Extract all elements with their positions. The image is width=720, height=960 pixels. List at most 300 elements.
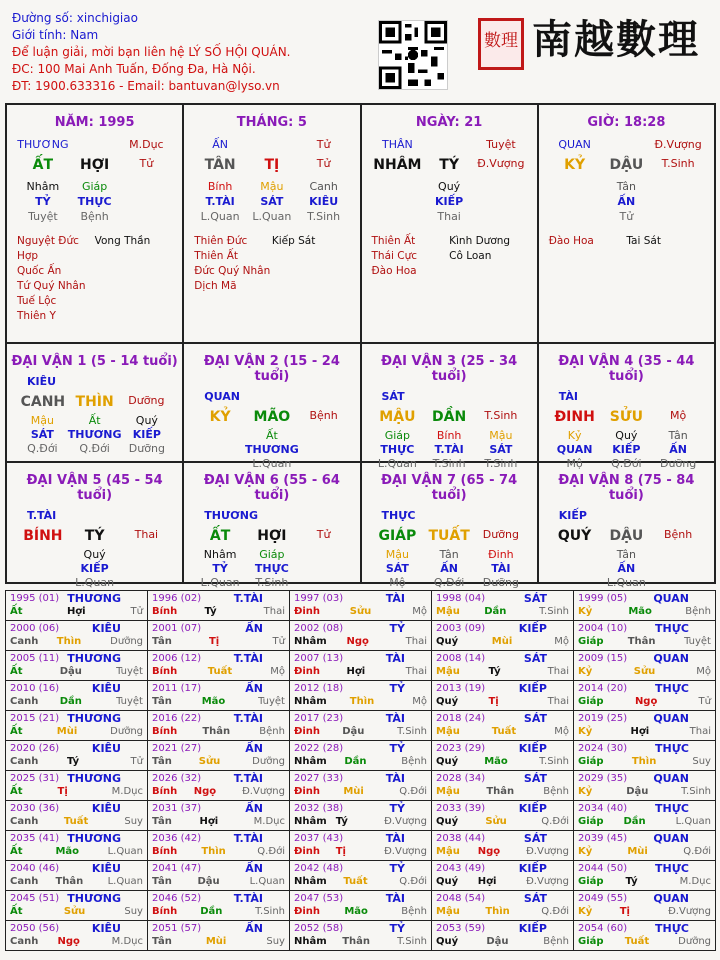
- year-star: KIẾP: [518, 622, 547, 635]
- year-branch: Thân: [627, 636, 656, 647]
- year-stem: Bính: [152, 846, 178, 857]
- year-stem: Giáp: [578, 696, 604, 707]
- pillar-main-part: NHÂM: [373, 157, 422, 173]
- year-phase: Đ.Vượng: [384, 816, 427, 827]
- year-phase: Tuyệt: [116, 666, 143, 677]
- year-cell: [574, 621, 716, 651]
- year-branch: Mão: [628, 606, 652, 617]
- year-cell-bottom: [294, 665, 427, 678]
- year-cell: [148, 651, 290, 681]
- year-label: 2050 (56): [10, 923, 60, 934]
- year-row: [6, 621, 716, 651]
- year-cell-bottom: [10, 905, 143, 918]
- year-star: T.TÀI: [233, 652, 263, 665]
- year-phase: Thai: [547, 666, 569, 677]
- year-phase: Đ.Vượng: [668, 906, 711, 917]
- year-row: [6, 741, 716, 771]
- daivan-hidden: [539, 548, 714, 590]
- daivan-title: ĐẠI VẬN 4 (35 - 44 tuổi): [558, 354, 695, 384]
- year-branch: Sửu: [198, 756, 221, 767]
- daivan-hidden-item: Tân: [439, 548, 459, 561]
- year-label: 2037 (43): [294, 833, 344, 844]
- year-cell-bottom: [578, 665, 711, 678]
- year-cell-bottom: [436, 695, 569, 708]
- year-stem: Canh: [10, 636, 39, 647]
- year-star: KIẾP: [518, 802, 547, 815]
- year-phase: Dưỡng: [678, 936, 711, 947]
- year-phase: Mộ: [554, 726, 569, 737]
- star-item: Tuế Lộc: [17, 295, 57, 307]
- year-stem: Kỷ: [578, 846, 593, 857]
- year-branch: Tị: [335, 846, 346, 857]
- year-stem: Đinh: [294, 606, 321, 617]
- year-star: TÀI: [385, 712, 405, 725]
- year-cell-top: [10, 862, 143, 875]
- year-branch: Tuất: [63, 816, 89, 827]
- pillar-hidden-item: THỰC: [77, 195, 112, 208]
- daivan-hidden-item: Q.Đới: [433, 576, 465, 589]
- pillar-hidden-col: [246, 179, 298, 224]
- year-label: 2047 (53): [294, 893, 344, 904]
- year-cell: [432, 741, 574, 771]
- year-star: T.TÀI: [233, 712, 263, 725]
- year-phase: M.Dục: [679, 876, 711, 887]
- pillar-hidden-col: [194, 179, 246, 224]
- daivan-hidden-item: Đinh: [488, 548, 514, 561]
- year-label: 2028 (34): [436, 773, 486, 784]
- year-cell-top: [436, 862, 569, 875]
- pillar-stars: [7, 234, 182, 324]
- year-star: THỰC: [655, 682, 689, 695]
- year-cell: [290, 861, 432, 891]
- account-line: Đường số: xinchigiao: [12, 11, 138, 25]
- pillar-hidden-col: [652, 179, 704, 224]
- daivan-main-part: MẬU: [379, 409, 416, 425]
- daivan-hidden-item: THỰC: [380, 443, 415, 456]
- year-stem: Tân: [152, 816, 172, 827]
- pillar-top-part: [246, 138, 298, 151]
- year-star: TỶ: [389, 862, 405, 875]
- pillar-hidden-item: Tuyệt: [28, 210, 58, 223]
- year-cell-top: [10, 922, 143, 935]
- pillar-main-part: Tử: [139, 157, 154, 170]
- year-branch: Thìn: [201, 846, 226, 857]
- year-phase: Dưỡng: [110, 726, 143, 737]
- year-cell-top: [294, 832, 427, 845]
- daivan-main-part: Tử: [316, 528, 331, 541]
- year-cell-bottom: [294, 755, 427, 768]
- year-label: 2038 (44): [436, 833, 486, 844]
- daivan-hidden-item: THƯƠNG: [67, 428, 122, 441]
- star-item: Vong Thần: [94, 235, 151, 247]
- year-cell-bottom: [578, 845, 711, 858]
- year-branch: Tị: [208, 636, 220, 647]
- year-phase: T.Sinh: [255, 906, 285, 917]
- year-label: 2010 (16): [10, 683, 60, 694]
- pillar-top-part: ẤN: [212, 138, 228, 151]
- daivan-main-part: HỢI: [257, 528, 287, 544]
- pillar-hidden: [7, 179, 182, 224]
- year-cell: [432, 831, 574, 861]
- pillar-hidden-col: [372, 179, 424, 224]
- pillar-hidden-item: ẤN: [617, 195, 636, 208]
- year-phase: T.Sinh: [539, 606, 569, 617]
- year-stem: Ất: [10, 906, 23, 917]
- pillar-top-part: [601, 138, 653, 151]
- year-cell-top: [436, 772, 569, 785]
- year-cell-bottom: [578, 725, 711, 738]
- year-star: TÀI: [385, 592, 405, 605]
- year-phase: Q.Đới: [541, 906, 569, 917]
- qr-code[interactable]: [378, 20, 448, 90]
- year-star: KIÊU: [91, 682, 121, 695]
- year-stem: Ất: [10, 846, 23, 857]
- year-branch: Mùi: [205, 936, 227, 947]
- contact-line: Để luận giải, mời bạn liên hệ LÝ SỐ HỘI QUÁN.: [12, 45, 291, 59]
- year-cell: [432, 771, 574, 801]
- year-cell-top: [152, 832, 285, 845]
- year-cell-top: [436, 832, 569, 845]
- daivan-hidden: [362, 548, 537, 590]
- pillar-hidden-col: [17, 179, 69, 224]
- year-stem: Nhâm: [294, 696, 327, 707]
- year-cell: [148, 801, 290, 831]
- year-phase: Tử: [130, 606, 143, 617]
- year-label: 2051 (57): [152, 923, 202, 934]
- year-branch: Tý: [488, 666, 501, 677]
- year-phase: Q.Đới: [399, 876, 427, 887]
- daivan-main: [362, 409, 537, 425]
- year-cell-top: [10, 832, 143, 845]
- pillar-hidden-col: [601, 179, 653, 224]
- year-label: 2026 (32): [152, 773, 202, 784]
- year-cell: [290, 591, 432, 621]
- year-branch: Tý: [66, 756, 80, 767]
- year-label: 2011 (17): [152, 683, 202, 694]
- year-phase: M.Dục: [111, 786, 143, 797]
- daivan-star: THỰC: [381, 509, 416, 522]
- daivan-main-part: Bệnh: [309, 409, 338, 422]
- star-item: Cô Loan: [449, 250, 492, 262]
- pillar-top-part: [69, 138, 121, 151]
- daivan-hidden-item: T.TÀI: [434, 443, 464, 456]
- year-cell-top: [436, 592, 569, 605]
- year-row: [6, 711, 716, 741]
- daivan-hidden: [184, 548, 359, 590]
- year-cell-top: [578, 682, 711, 695]
- year-cell-top: [152, 862, 285, 875]
- year-cell-top: [10, 652, 143, 665]
- pillar-title: THÁNG: 5: [236, 115, 307, 130]
- pillar-hidden-col: [121, 179, 173, 224]
- year-label: 2043 (49): [436, 863, 486, 874]
- daivan-main-part: Dưỡng: [482, 528, 519, 541]
- year-cell-top: [578, 892, 711, 905]
- year-cell-bottom: [578, 605, 711, 618]
- year-branch: Mùi: [56, 726, 78, 737]
- year-phase: T.Sinh: [681, 786, 711, 797]
- year-star: TÀI: [385, 892, 405, 905]
- pillar-hidden: [362, 179, 537, 224]
- daivan-star: KIÊU: [27, 375, 57, 388]
- pillar-main-part: T.Sinh: [661, 157, 695, 170]
- year-label: 2033 (39): [436, 803, 486, 814]
- year-star: KIÊU: [91, 862, 121, 875]
- year-cell-bottom: [436, 905, 569, 918]
- year-branch: Mão: [201, 696, 226, 707]
- year-cell-bottom: [294, 605, 427, 618]
- year-cell: [290, 741, 432, 771]
- year-label: 1995 (01): [10, 593, 60, 604]
- year-stem: Bính: [152, 906, 178, 917]
- pillar-hidden-item: SÁT: [260, 195, 284, 208]
- year-cell: [148, 591, 290, 621]
- year-cell-bottom: [436, 755, 569, 768]
- year-label: 2000 (06): [10, 623, 60, 634]
- year-branch: Tý: [625, 876, 638, 887]
- daivan-hidden-item: Nhâm: [203, 548, 237, 561]
- year-label: 2008 (14): [436, 653, 486, 664]
- pillar-hidden-item: Bính: [207, 180, 233, 193]
- year-cell-top: [10, 622, 143, 635]
- daivan-cell: [7, 344, 184, 461]
- year-stem: Bính: [152, 726, 178, 737]
- year-phase: T.Sinh: [539, 756, 569, 767]
- year-cell-bottom: [578, 935, 711, 948]
- year-cell: [6, 801, 148, 831]
- year-branch: Mão: [55, 846, 80, 857]
- pillar-top-part: [423, 138, 475, 151]
- year-branch: Tuất: [491, 726, 517, 737]
- year-cell-bottom: [294, 725, 427, 738]
- year-phase: Đ.Vượng: [242, 786, 285, 797]
- year-stem: Bính: [152, 786, 178, 797]
- daivan-main-part: THÌN: [75, 394, 114, 410]
- year-cell-top: [294, 802, 427, 815]
- year-phase: Bệnh: [685, 606, 711, 617]
- header-info: [12, 10, 332, 95]
- year-cell-top: [294, 892, 427, 905]
- year-phase: Bệnh: [401, 906, 427, 917]
- year-star: THƯƠNG: [67, 712, 121, 725]
- yearly-table: [5, 590, 716, 951]
- year-stem: Quý: [436, 876, 459, 887]
- year-label: 2032 (38): [294, 803, 344, 814]
- daivan-main: [539, 409, 714, 425]
- year-cell-top: [152, 772, 285, 785]
- year-star: THƯƠNG: [67, 652, 121, 665]
- pillar-main-part: TÝ: [439, 157, 459, 173]
- year-cell: [290, 891, 432, 921]
- daivan-main: [362, 528, 537, 544]
- year-label: 2012 (18): [294, 683, 344, 694]
- pillar-stars: [362, 234, 537, 279]
- pillar-top-part: THƯƠNG: [17, 138, 69, 151]
- year-phase: Thai: [263, 606, 285, 617]
- year-cell-bottom: [578, 875, 711, 888]
- year-cell-top: [578, 772, 711, 785]
- year-branch: Thân: [342, 936, 371, 947]
- daivan-hidden-item: Giáp: [259, 548, 285, 561]
- year-branch: Thân: [486, 786, 515, 797]
- year-cell-top: [294, 742, 427, 755]
- star-item: Dịch Mã: [194, 280, 237, 292]
- pillar-hidden-col: [475, 179, 527, 224]
- year-cell: [432, 621, 574, 651]
- year-cell-bottom: [578, 755, 711, 768]
- year-cell-bottom: [152, 635, 285, 648]
- year-cell-top: [436, 922, 569, 935]
- year-cell-top: [294, 592, 427, 605]
- daivan-hidden-item: L.Quan: [606, 576, 646, 589]
- year-label: 2002 (08): [294, 623, 344, 634]
- year-cell: [574, 921, 716, 951]
- year-stem: Nhâm: [294, 876, 327, 887]
- daivan-hidden-col: [475, 548, 527, 590]
- year-star: KIÊU: [91, 802, 121, 815]
- year-label: 2001 (07): [152, 623, 202, 634]
- year-cell-bottom: [436, 875, 569, 888]
- year-stem: Đinh: [294, 846, 321, 857]
- year-stem: Quý: [436, 696, 459, 707]
- daivan-cell: [539, 463, 714, 589]
- year-phase: Dưỡng: [110, 636, 143, 647]
- year-branch: Tuất: [343, 876, 368, 887]
- year-cell: [432, 861, 574, 891]
- year-stem: Canh: [10, 816, 39, 827]
- daivan-title: ĐẠI VẬN 2 (15 - 24 tuổi): [203, 354, 340, 384]
- daivan-main-part: BÍNH: [23, 528, 63, 544]
- year-label: 2034 (40): [578, 803, 628, 814]
- year-stem: Giáp: [578, 936, 604, 947]
- year-branch: Dậu: [342, 726, 365, 737]
- address-line: ĐC: 100 Mai Anh Tuấn, Đống Đa, Hà Nội.: [12, 62, 256, 76]
- year-cell-bottom: [436, 815, 569, 828]
- year-label: 2017 (23): [294, 713, 344, 724]
- year-cell: [574, 891, 716, 921]
- year-row: [6, 861, 716, 891]
- year-cell: [432, 801, 574, 831]
- year-stem: Mậu: [436, 606, 460, 617]
- daivan-hidden-item: KIẾP: [612, 443, 641, 456]
- year-row: [6, 831, 716, 861]
- year-phase: Suy: [124, 906, 143, 917]
- year-phase: Mộ: [412, 696, 427, 707]
- year-cell-bottom: [152, 845, 285, 858]
- year-cell-bottom: [10, 605, 143, 618]
- pillar-title: NĂM: 1995: [54, 115, 135, 130]
- star-item: Quốc Ấn: [17, 265, 62, 277]
- year-branch: Hợi: [630, 726, 650, 737]
- year-phase: Q.Đới: [683, 846, 711, 857]
- year-label: 2022 (28): [294, 743, 344, 754]
- year-stem: Giáp: [578, 816, 604, 827]
- year-cell-top: [152, 922, 285, 935]
- year-star: KIÊU: [91, 622, 121, 635]
- year-cell-top: [10, 712, 143, 725]
- daivan-cell: [184, 344, 361, 470]
- year-star: QUAN: [653, 892, 689, 905]
- year-cell: [432, 651, 574, 681]
- year-cell: [290, 831, 432, 861]
- year-cell-bottom: [152, 755, 285, 768]
- year-star: KIẾP: [518, 682, 547, 695]
- year-cell: [6, 921, 148, 951]
- star-item: Tai Sát: [626, 235, 661, 247]
- year-phase: Tử: [698, 696, 711, 707]
- year-branch: Dậu: [59, 666, 82, 677]
- year-cell-top: [10, 802, 143, 815]
- year-branch: Tuất: [624, 936, 650, 947]
- pillar-main: [7, 157, 182, 173]
- year-cell: [574, 681, 716, 711]
- year-branch: Dậu: [197, 876, 220, 887]
- pillar-hidden-col: [549, 179, 601, 224]
- year-branch: Mùi: [343, 786, 364, 797]
- pillar-hidden-item: Tử: [619, 210, 634, 223]
- daivan-main-part: T.Sinh: [484, 409, 518, 422]
- year-branch: Dậu: [626, 786, 649, 797]
- year-branch: Dần: [59, 696, 82, 707]
- daivan-row-1: [7, 344, 714, 470]
- year-branch: Thìn: [56, 636, 82, 647]
- pillar-hidden-item: Giáp: [81, 180, 108, 193]
- year-cell-bottom: [10, 635, 143, 648]
- year-cell-bottom: [152, 695, 285, 708]
- year-cell-top: [294, 922, 427, 935]
- daivan-hidden-item: TÀI: [491, 562, 511, 575]
- pillar-hidden-item: Thai: [437, 210, 461, 223]
- year-stem: Nhâm: [294, 816, 327, 827]
- year-label: 2030 (36): [10, 803, 60, 814]
- daivan-cell: [7, 463, 184, 589]
- year-label: 1998 (04): [436, 593, 486, 604]
- year-cell-bottom: [152, 725, 285, 738]
- year-cell: [432, 891, 574, 921]
- year-cell-top: [10, 592, 143, 605]
- year-cell-top: [10, 892, 143, 905]
- star-item: Tứ Quý Nhân: [17, 280, 86, 292]
- daivan-main-part: KỶ: [209, 409, 231, 425]
- daivan-hidden-col: [423, 548, 475, 590]
- year-cell-top: [294, 772, 427, 785]
- year-branch: Tuất: [207, 666, 233, 677]
- pillar-hidden-col: [69, 179, 121, 224]
- year-label: 2053 (59): [436, 923, 486, 934]
- year-branch: Tý: [335, 816, 348, 827]
- year-cell: [290, 621, 432, 651]
- year-star: SÁT: [523, 712, 547, 725]
- year-cell: [6, 621, 148, 651]
- year-star: SÁT: [523, 892, 547, 905]
- year-phase: Bệnh: [543, 936, 569, 947]
- year-cell-top: [152, 622, 285, 635]
- year-cell-top: [578, 622, 711, 635]
- year-cell: [432, 681, 574, 711]
- year-stem: Giáp: [578, 756, 604, 767]
- pillar-hidden-item: Bệnh: [80, 210, 109, 223]
- year-cell-bottom: [152, 815, 285, 828]
- daivan-main-part: TUẤT: [428, 528, 470, 544]
- star-item: Thiên Đức: [194, 235, 248, 247]
- pillar-hidden-col: [423, 179, 475, 224]
- year-cell: [148, 861, 290, 891]
- year-cell-top: [294, 622, 427, 635]
- pillar-cell: [7, 105, 184, 342]
- chart-grid: [5, 103, 716, 589]
- daivan-hidden-item: L.Quan: [377, 457, 417, 470]
- daivan-title: ĐẠI VẬN 3 (25 - 34 tuổi): [381, 354, 518, 384]
